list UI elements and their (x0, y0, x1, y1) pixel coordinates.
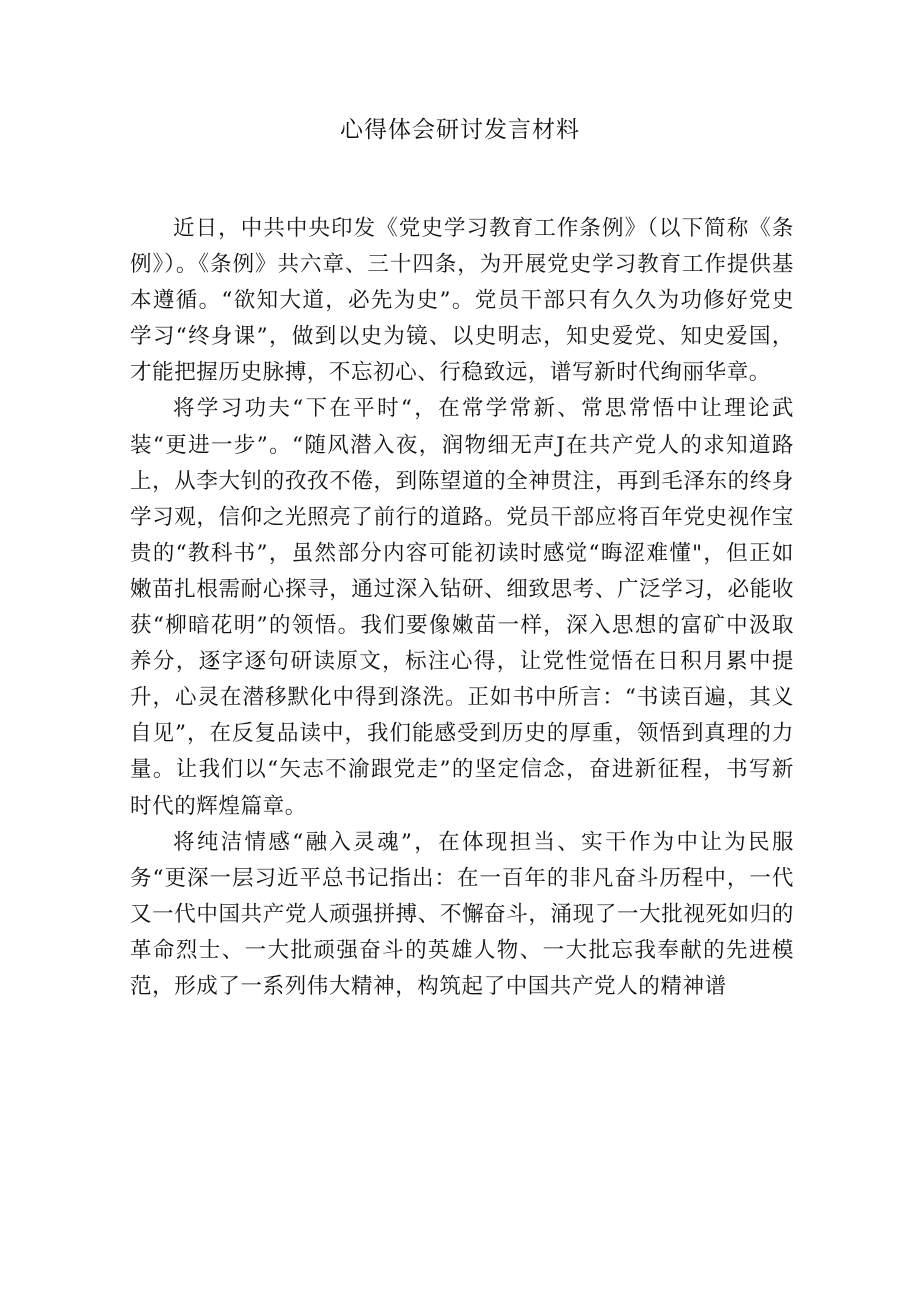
document-title: 心得体会研讨发言材料 (340, 117, 580, 143)
paragraph-3: 将纯洁情感“融入灵魂”，在体现担当、实干作为中让为民服务“更深一层习近平总书记指出：在一百年的非凡奋斗历程中，一代又一代中国共产党人顽强拼搏、不懈奋斗，涌现了一大批视死如归的革命烈士、一大批顽强奋斗的英雄人物、一大批忘我奉献的先进模范，形成了一系列伟大精神，构筑起了中国共产党人的精神谱 (130, 829, 794, 999)
document-body (130, 211, 794, 1005)
paragraph-1: 近日，中共中央印发《党史学习教育工作条例》（以下简称《条例》）。《条例》共六章、三十四条，为开展党史学习教育工作提供基本遵循。“欲知大道，必先为史”。党员干部只有久久为功修好党史学习“终身课”，做到以史为镜、以史明志，知史爱党、知史爱国，才能把握历史脉搏，不忘初心、行稳致远，谱写新时代绚丽华章。 (130, 216, 794, 386)
paragraph-2: 将学习功夫“下在平时“，在常学常新、常思常悟中让理论武装“更进一步”。“随风潜入夜，润物细无声J在共产党人的求知道路上，从李大钊的孜孜不倦，到陈望道的全神贯注，再到毛泽东的终身学习观，信仰之光照亮了前行的道路。党员干部应将百年党史视作宝贵的“教科书”，虽然部分内容可能初读时感觉“晦涩难懂"，但正如嫩苗扎根需耐心探寻，通过深入钻研、细致思考、广泛学习，必能收获“柳暗花明”的领悟。我们要像嫩苗一样，深入思想的富矿中汲取养分，逐字逐句研读原文，标注心得，让党性觉悟在日积月累中提升，心灵在潜移默化中得到涤洗。正如书中所言：“书读百遍，其义自见”，在反复品读中，我们能感受到历史的厚重，领悟到真理的力量。让我们以“矢志不渝跟党走”的坚定信念，奋进新征程，书写新时代的辉煌篇章。 (130, 396, 794, 819)
